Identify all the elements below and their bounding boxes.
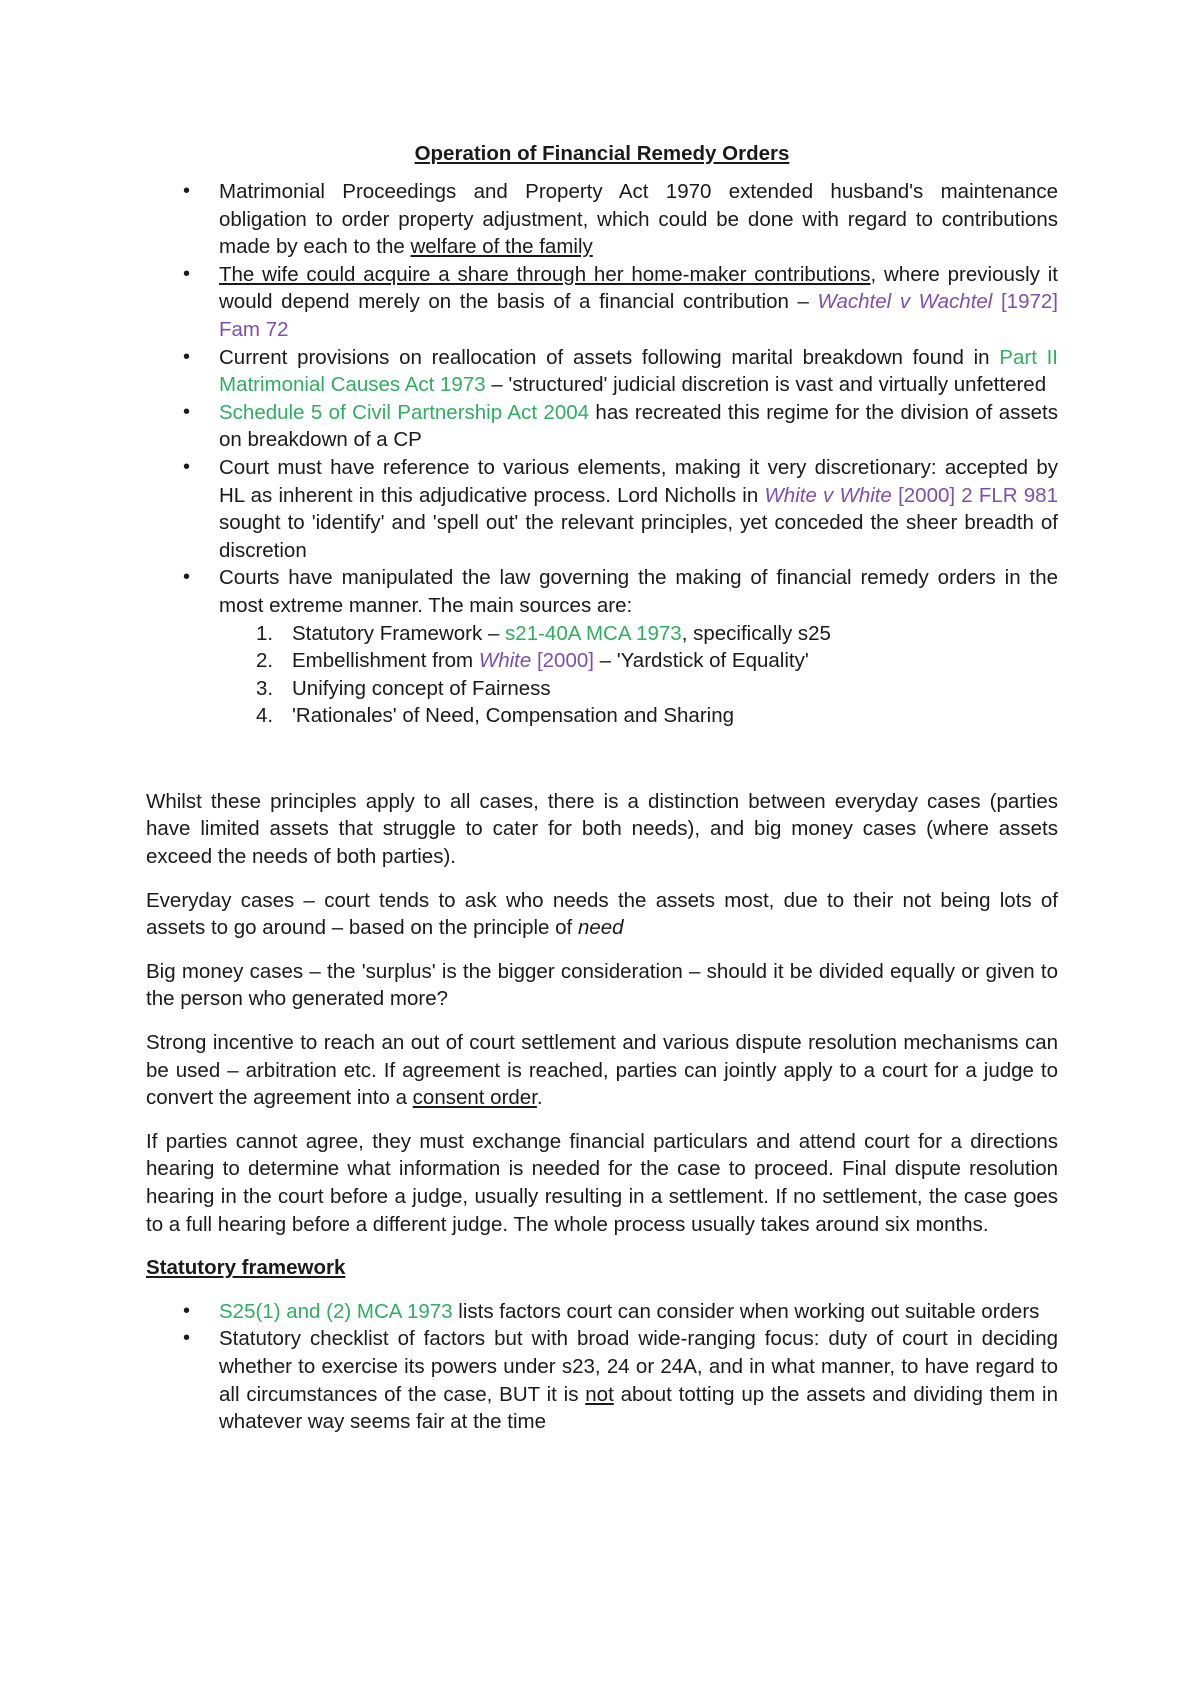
body-paragraphs bbox=[146, 788, 1058, 1238]
statute-reference: s21-40A MCA 1973 bbox=[505, 621, 682, 645]
bullet-item bbox=[146, 1325, 1058, 1435]
item-text bbox=[219, 620, 1058, 648]
paragraph bbox=[146, 887, 1058, 942]
text-run: Statutory Framework – bbox=[292, 621, 506, 645]
text-run: has recreated this regime for the division of assets on breakdown of a CP bbox=[219, 400, 1058, 452]
text-run: Embellishment from bbox=[292, 649, 479, 673]
main-sources-list bbox=[146, 620, 1058, 730]
case-citation: Wachtel v Wachtel bbox=[817, 290, 993, 314]
item-number: 2. bbox=[256, 649, 274, 673]
case-citation: [2000] bbox=[531, 649, 594, 673]
statute-reference: Schedule 5 of Civil Partnership Act 2004 bbox=[219, 400, 590, 424]
numbered-item bbox=[146, 702, 1058, 730]
text-run: Unifying concept of Fairness bbox=[292, 676, 551, 700]
text-run: Court must have reference to various elements, making it very discretionary: accepted by HL as inherent in this adjudicative process. Lord Nicholls in bbox=[219, 455, 1058, 507]
numbered-item bbox=[146, 620, 1058, 648]
statute-reference: Part II Matrimonial Causes Act 1973 bbox=[219, 345, 1058, 397]
text-run: If parties cannot agree, they must exchange financial particulars and attend court for a directions hearing to determine what information is needed for the case to proceed. Final dispute resolution hearing in the court before a judge, usually resulting in a settlement. If no settlement, the case goes to a full hearing before a different judge. The whole process usually takes around six months. bbox=[146, 1129, 1058, 1236]
case-citation: [2000] 2 FLR 981 bbox=[891, 483, 1058, 507]
text-run: Matrimonial Proceedings and Property Act 1970 extended husband's maintenance obligation to order property adjustment, which could be done with regard to contributions made by each to the bbox=[219, 180, 1058, 259]
text-run: . bbox=[536, 1086, 543, 1110]
document-title: Operation of Financial Remedy Orders bbox=[414, 142, 790, 165]
text-run: sought to 'identify' and 'spell out' the relevant principles, yet conceded the sheer breadth of discretion bbox=[219, 511, 1058, 562]
item-number: 1. bbox=[256, 621, 274, 645]
item-text bbox=[219, 647, 1058, 675]
bullet-item bbox=[146, 344, 1058, 399]
text-run: The wife could acquire a share through her home-maker contributions bbox=[219, 262, 871, 286]
paragraph bbox=[146, 958, 1058, 1013]
text-run: Whilst these principles apply to all cases, there is a distinction between everyday cases (parties have limited assets that struggle to cater for both needs), and big money cases (where assets exceed the needs of both parties). bbox=[146, 789, 1058, 869]
case-citation: [1972] Fam 72 bbox=[219, 290, 1058, 341]
bullet-item bbox=[146, 399, 1058, 454]
text-run: – 'structured' judicial discretion is vast and virtually unfettered bbox=[485, 373, 1047, 397]
case-citation: White bbox=[478, 649, 532, 673]
bullet-item bbox=[146, 261, 1058, 344]
numbered-item bbox=[146, 675, 1058, 703]
statutory-bullet-list bbox=[146, 1298, 1058, 1436]
text-run: welfare of the family bbox=[410, 235, 593, 259]
bullet-item bbox=[146, 178, 1058, 261]
text-run: Statutory checklist of factors but with broad wide-ranging focus: duty of court in deciding whether to exercise its powers under s23, 24 or 24A, and in what manner, to have regard to all circumstances of the case, BUT it is bbox=[219, 1327, 1058, 1406]
paragraph bbox=[146, 1128, 1058, 1238]
text-run: Strong incentive to reach an out of court settlement and various dispute resolution mechanisms can be used – arbitration etc. If agreement is reached, parties can jointly apply to a court for a judge to convert the agreement into a bbox=[146, 1031, 1058, 1110]
text-run: – 'Yardstick of Equality' bbox=[593, 649, 809, 673]
text-run: consent order bbox=[412, 1086, 537, 1110]
document-page bbox=[146, 140, 1058, 1436]
text-run: 'Rationales' of Need, Compensation and Sharing bbox=[292, 704, 735, 728]
text-run: not bbox=[585, 1382, 614, 1406]
bullet-item bbox=[146, 1298, 1058, 1326]
section-heading-statutory-framework: Statutory framework bbox=[146, 1256, 346, 1280]
text-run: Everyday cases – court tends to ask who needs the assets most, due to their not being lots of assets to go around – based on the principle of bbox=[146, 888, 1058, 940]
numbered-item bbox=[146, 647, 1058, 675]
paragraph bbox=[146, 1029, 1058, 1112]
item-number: 3. bbox=[256, 676, 274, 700]
text-run: Courts have manipulated the law governing the making of financial remedy orders in the most extreme manner. The main sources are: bbox=[219, 566, 1058, 617]
item-number: 4. bbox=[256, 704, 274, 728]
text-run: about totting up the assets and dividing them in whatever way seems fair at the time bbox=[219, 1382, 1058, 1434]
text-run: , where previously it would depend merely on the basis of a financial contribution – bbox=[219, 262, 1058, 314]
spacer bbox=[146, 730, 1058, 788]
case-citation: White v White bbox=[764, 483, 892, 507]
statute-reference: S25(1) and (2) MCA 1973 bbox=[219, 1299, 453, 1323]
text-run: Current provisions on reallocation of assets following marital breakdown found in bbox=[219, 345, 1000, 369]
item-text bbox=[219, 702, 1058, 730]
intro-bullet-list bbox=[146, 178, 1058, 620]
text-run: Big money cases – the 'surplus' is the bigger consideration – should it be divided equally or given to the person who generated more? bbox=[146, 959, 1058, 1011]
bullet-item bbox=[146, 564, 1058, 619]
text-run: need bbox=[577, 916, 624, 940]
item-text bbox=[219, 675, 1058, 703]
paragraph bbox=[146, 788, 1058, 871]
text-run: , specifically s25 bbox=[681, 621, 831, 645]
text-run: lists factors court can consider when working out suitable orders bbox=[452, 1299, 1040, 1323]
bullet-item bbox=[146, 454, 1058, 564]
